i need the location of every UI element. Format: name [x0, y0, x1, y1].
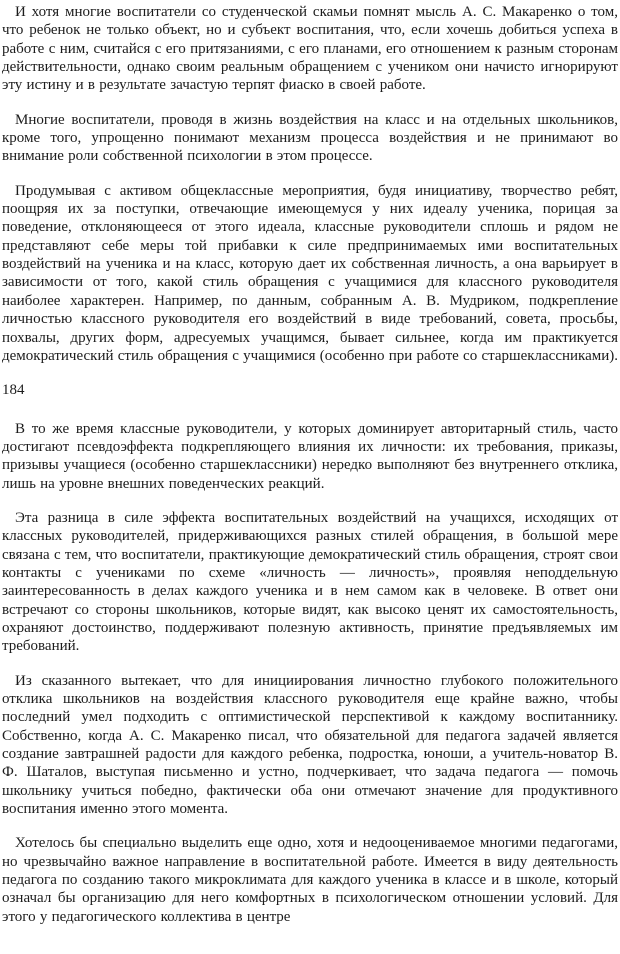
page-number: 184 — [2, 382, 25, 399]
paragraph-5: Эта разница в силе эффекта воспитательных воздействий на учащихся, исходящих от классных руководителей, придерживающихся разных стилей обращения, в большой мере связана с тем, что воспитатели, практикующие демократический стиль обращения, строят свои контакты с учениками по схеме «личность — личность», проявляя неподдельную заинтересованность в делах каждого ученика и в нем самом как в человеке. В ответ они встречают со стороны школьников, которые видят, как высоко ценят их самостоятельность, охраняют достоинство, поддерживают полезную активность, принятие предъявляемых им требований. — [2, 509, 618, 655]
paragraph-2: Многие воспитатели, проводя в жизнь воздействия на класс и на отдельных школьников, кроме того, упрощенно понимают механизм процесса воздействия и не принимают во внимание роли собственной психологии в этом процессе. — [2, 111, 618, 165]
paragraph-6: Из сказанного вытекает, что для инициирования личностно глубокого положительного отклика школьников на воздействия классного руководителя еще крайне важно, чтобы последний умел подходить с оптимистической перспективой к каждому воспитаннику. Собственно, когда А. С. Макаренко писал, что обязательной для педагога задачей является создание завтрашней радости для каждого ребенка, подростка, юноши, а учитель-новатор В. Ф. Шаталов, выступая письменно и устно, подчеркивает, что задача педагога — помочь школьнику учиться победно, фактически оба они отмечают значение для продуктивного воспитания именно этого момента. — [2, 672, 618, 818]
paragraph-1: И хотя многие воспитатели со студенческой скамьи помнят мысль А. С. Макаренко о том, что ребенок не только объект, но и субъект воспитания, что, если хочешь добиться успеха в работе с ним, считайся с его притязаниями, с его планами, его отношением к разным сторонам действительности, однако своим реальным обращением с учеником они начисто игнорируют эту истину и в результате зачастую терпят фиаско в своей работе. — [2, 4, 618, 94]
paragraph-3: Продумывая с активом общеклассные мероприятия, будя инициативу, творчество ребят, поощряя их за поступки, отвечающие имеющемуся у них идеалу ученика, порицая за поведение, отклоняющееся от этого идеала, классные руководители сплошь и рядом не представляют себе меры той прибавки к силе предпринимаемых ими воспитательных воздействий на ученика и на класс, которую дает их собственная личность, а она варьирует в зависимости от того, какой стиль обращения с учащимися для классного руководителя наиболее характерен. Например, по данным, собранным А. В. Мудриком, подкрепление личностью классного руководителя его воздействий в виде требований, совета, просьбы, похвалы, других форм, адресуемых учащимся, бывает сильнее, когда им практикуется демократический стиль обращения с учащимися (особенно при работе со старшеклассниками). — [2, 182, 619, 364]
paragraph-7: Хотелось бы специально выделить еще одно, хотя и недооцениваемое многими педагогами, но чрезвычайно важное направление в воспитательной работе. Имеется в виду деятельность педагога по созданию такого микроклимата для каждого ученика в классе и в школе, который означал бы организацию для него комфортных в психологическом отношении условий. Для этого у педагогического коллектива в центре — [2, 835, 618, 925]
paragraph-4: В то же время классные руководители, у которых доминирует авторитарный стиль, часто достигают псевдоэффекта подкрепляющего влияния их личности: их требования, приказы, призывы учащиеся (особенно старшеклассники) нередко выполняют без внутреннего отклика, лишь на уровне внешних поведенческих реакций. — [2, 420, 618, 492]
